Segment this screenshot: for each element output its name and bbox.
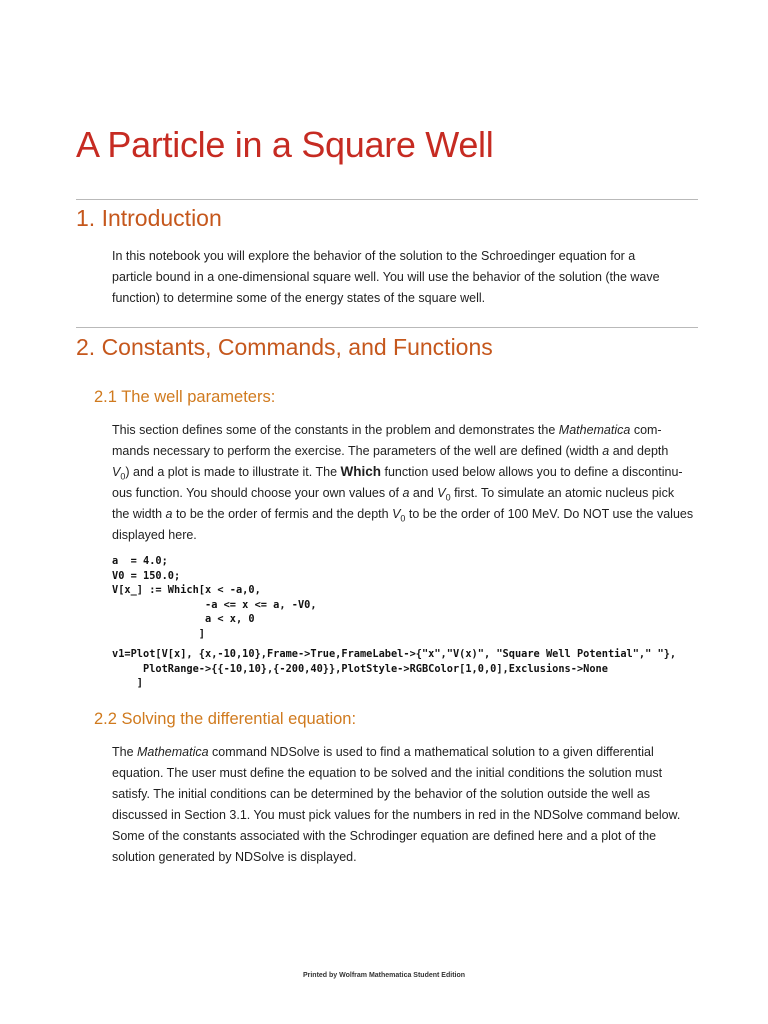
code-line: V[x_] := Which[x < -a,0, [112,584,261,597]
well-parameters-paragraph [112,420,700,545]
text-line: function) to determine some of the energy states of the square well. [112,290,486,305]
text-run: to be the order of 100 MeV. Do NOT use the values [405,506,694,521]
section-divider [76,327,698,328]
page-title: A Particle in a Square Well [76,124,494,165]
subscript: 0 [445,492,451,503]
text-run: ) and a plot is made to illustrate it. The [125,464,341,479]
variable: a [402,485,410,500]
print-footer: Printed by Wolfram Mathematica Student Edition [302,972,466,979]
text-run: The [112,745,138,759]
text-run: and depth [609,443,669,458]
solving-paragraph [112,742,700,867]
text-run: to be the order of fermis and the depth [172,506,393,521]
text-line: discussed in Section 3.1. You must pick values for the numbers in red in the NDSolve command below. [112,807,681,822]
variable: a [602,443,610,458]
text-run: function used below allows you to define a discontinu- [381,464,683,479]
section-divider [76,199,698,200]
subscript: 0 [120,471,126,482]
subsection-heading-solving: 2.2 Solving the differential equation: [94,710,357,728]
code-cell-definitions[interactable] [112,554,712,642]
text-run: ous function. You should choose your own values of [112,485,403,500]
variable: V [392,506,401,521]
text-run: command NDSolve is used to find a mathematical solution to a given differential [208,745,654,759]
code-line: a = 4.0; [112,555,168,567]
subsection-heading-well-parameters: 2.1 The well parameters: [94,388,276,406]
text-run: This section defines some of the constants in the problem and demonstrates the [112,423,559,437]
text-run: displayed here. [112,527,197,542]
code-line: V0 = 150.0; [112,569,181,582]
italic-term: Mathematica [558,423,631,437]
subscript: 0 [400,513,406,524]
code-line: a < x, 0 [112,613,255,626]
variable: a [165,506,173,521]
code-line: ] [112,677,143,690]
text-run: and [409,485,438,500]
bold-term: Which [340,463,382,479]
code-line: -a <= x <= a, -V0, [112,598,317,611]
intro-paragraph [112,246,700,309]
italic-term: Mathematica [137,745,209,759]
text-line: Some of the constants associated with the Schrodinger equation are defined here and a plot of the [112,828,657,843]
text-run: the width [112,506,166,521]
text-line: satisfy. The initial conditions can be determined by the behavior of the solution outside the well as [112,786,651,801]
section-heading-introduction: 1. Introduction [76,205,222,231]
variable: V [437,485,446,500]
code-cell-plot[interactable] [112,647,712,691]
text-line: In this notebook you will explore the behavior of the solution to the Schroedinger equation for a [112,249,636,263]
text-line: particle bound in a one-dimensional square well. You will use the behavior of the solution (the wave [112,269,660,284]
code-line: v1=Plot[V[x], {x,-10,10},Frame->True,FrameLabel->{"x","V(x)", "Square Well Potential"," "}, [112,648,677,660]
text-line: equation. The user must define the equation to be solved and the initial conditions the solution must [112,765,663,780]
code-line: PlotRange->{{-10,10},{-200,40}},PlotStyle->RGBColor[1,0,0],Exclusions->None [112,662,608,675]
code-line: ] [112,627,205,640]
text-run: first. To simulate an atomic nucleus pick [450,485,675,500]
text-run: mands necessary to perform the exercise. The parameters of the well are defined (width [112,443,603,458]
section-heading-constants: 2. Constants, Commands, and Functions [76,334,493,360]
variable: V [112,464,121,479]
text-line: solution generated by NDSolve is displayed. [112,849,357,864]
text-run: com- [630,423,662,437]
